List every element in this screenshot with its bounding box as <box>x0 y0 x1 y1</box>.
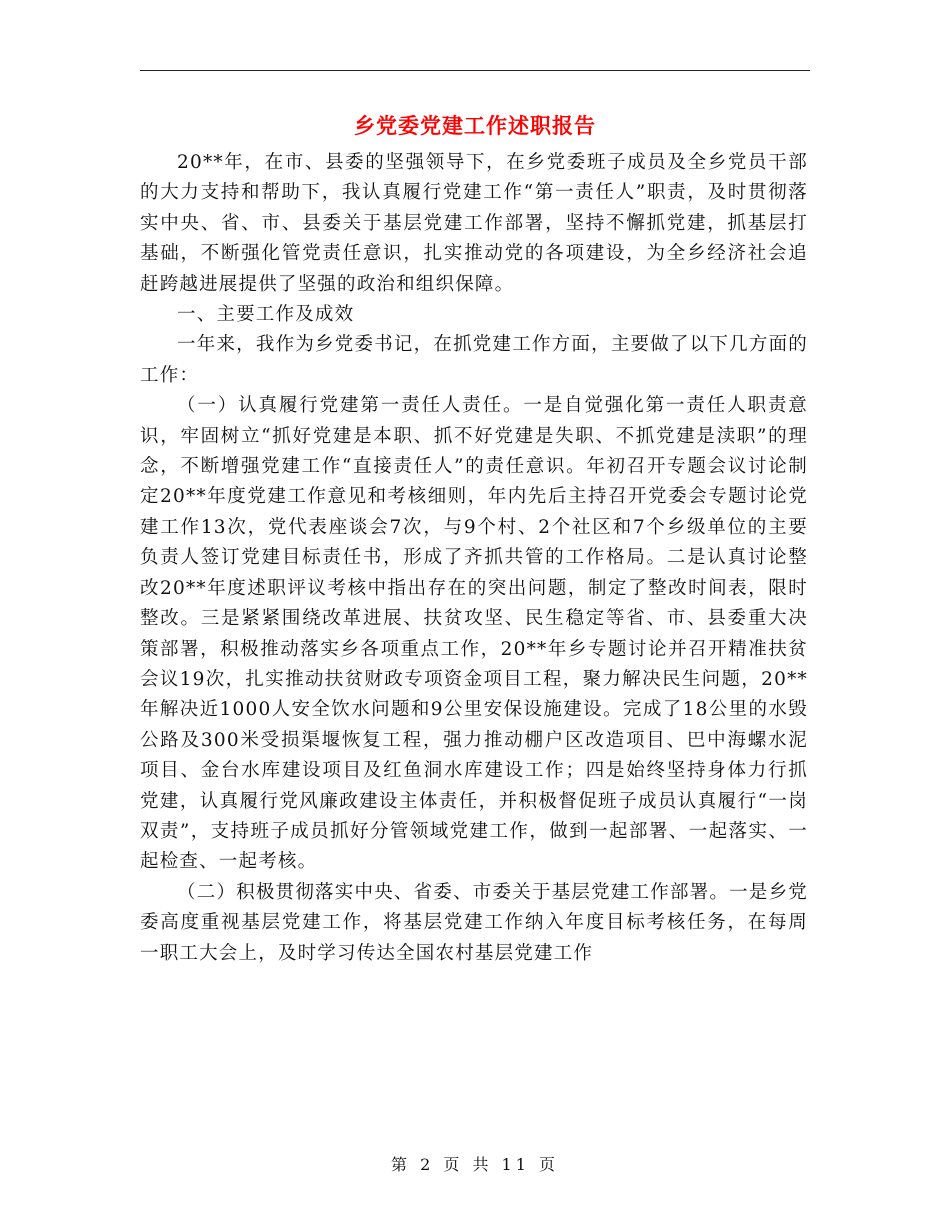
document-body <box>140 148 808 969</box>
paragraph-intro: 20**年，在市、县委的坚强领导下，在乡党委班子成员及全乡党员干部的大力支持和帮助下，我认真履行党建工作“第一责任人”职责，及时贯彻落实中央、省、市、县委关于基层党建工作部署，坚持不懈抓党建，抓基层打基础，不断强化管党责任意识，扎实推动党的各项建设，为全乡经济社会追赶跨越进展提供了坚强的政治和组织保障。 <box>140 152 808 295</box>
paragraph-item-2: （二）积极贯彻落实中央、省委、市委关于基层党建工作部署。一是乡党委高度重视基层党建工作，将基层党建工作纳入年度目标考核任务，在每周一职工大会上，及时学习传达全国农村基层党建工作 <box>140 881 808 964</box>
paragraph-item-1: （一）认真履行党建第一责任人责任。一是自觉强化第一责任人职责意识，牢固树立“抓好党建是本职、抓不好党建是失职、不抓党建是渎职”的理念，不断增强党建工作“直接责任人”的责任意识。年初召开专题会议讨论制定20**年度党建工作意见和考核细则，年内先后主持召开党委会专题讨论党建工作13次，党代表座谈会7次，与9个村、2个社区和7个乡级单位的主要负责人签订党建目标责任书，形成了齐抓共管的工作格局。二是认真讨论整改20**年度述职评议考核中指出存在的突出问题，制定了整改时间表，限时整改。三是紧紧围绕改革进展、扶贫攻坚、民生稳定等省、市、县委重大决策部署，积极推动落实乡各项重点工作，20**年乡专题讨论并召开精准扶贫会议19次，扎实推动扶贫财政专项资金项目工程，聚力解决民生问题，20**年解决近1000人安全饮水问题和9公里安保设施建设。完成了18公里的水毁公路及300米受损渠堰恢复工程，强力推动棚户区改造项目、巴中海螺水泥项目、金台水库建设项目及红鱼洞水库建设工作；四是始终坚持身体力行抓党建，认真履行党风廉政建设主体责任，并积极督促班子成员认真履行“一岗双责”，支持班子成员抓好分管领域党建工作，做到一起部署、一起落实、一起检查、一起考核。 <box>140 395 808 873</box>
page-number: 第 2 页 共 11 页 <box>391 1155 559 1174</box>
paragraph-overview: 一年来，我作为乡党委书记，在抓党建工作方面，主要做了以下几方面的工作： <box>140 334 808 386</box>
document-title: 乡党委党建工作述职报告 <box>354 113 596 138</box>
section-heading: 一、主要工作及成效 <box>177 304 355 326</box>
header-rule <box>140 70 810 71</box>
